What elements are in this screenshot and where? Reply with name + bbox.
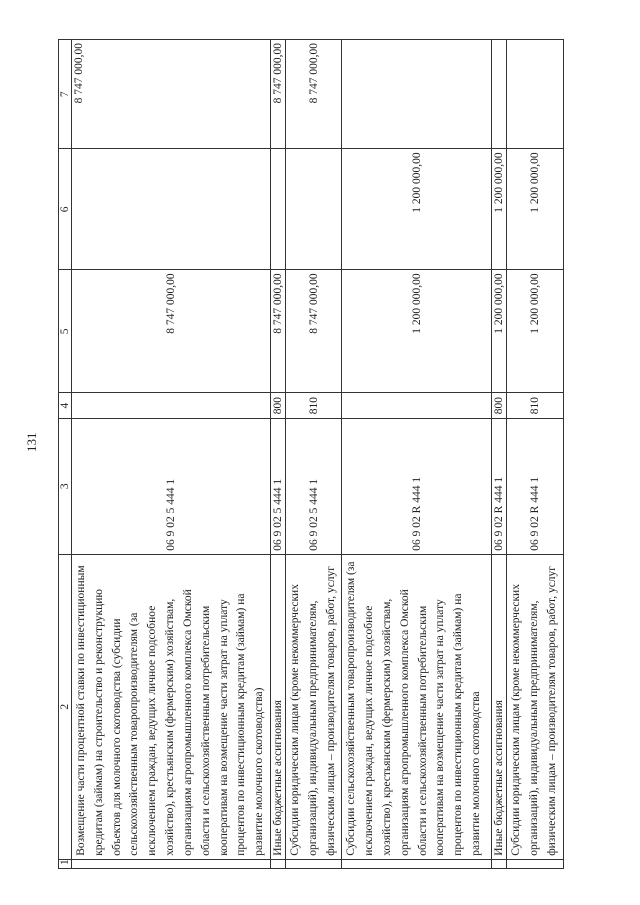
rotated-table-container: [58, 39, 563, 869]
row-4-code: 06 9 02 R 444 1: [342, 418, 492, 554]
header-col-1: 1: [59, 859, 72, 868]
row-2-col-1: [270, 859, 285, 868]
row-2-amount-7: 8 747 000,00: [270, 40, 285, 149]
row-4-description: Субсидии сельскохозяйственным товаропроизводителям (за исключением граждан, ведущих личное подсобное хозяйство), крестьянским (фермерским) хозяйствам, организациям агропромышленного комплекса Омской области и сельскохозяйственным потребительским кооперативам на возмещение части затрат на уплату процентов по инвестиционным кредитам (займам) на развитие молочного скотоводства: [342, 554, 492, 859]
table-row: [342, 40, 492, 869]
row-1-amount-5: 8 747 000,00: [72, 270, 271, 393]
row-1-amount-6: [72, 149, 271, 270]
row-1-amount-7: 8 747 000,00: [72, 40, 271, 149]
budget-table: [58, 39, 564, 869]
row-3-description: Субсидии юридическим лицам (кроме некоммерческих организаций), индивидуальным предпринимателям, физическим лицам – производителям товаров, работ, услуг: [285, 554, 341, 859]
page-number: 131: [24, 432, 39, 452]
row-4-amount-5: 1 200 000,00: [342, 270, 492, 393]
header-col-2: 2: [59, 554, 72, 859]
header-col-3: 3: [59, 418, 72, 554]
row-6-amount-6: 1 200 000,00: [507, 149, 563, 270]
row-1-type: [72, 393, 271, 418]
row-6-amount-7: [507, 40, 563, 149]
row-2-code: 06 9 02 5 444 1: [270, 418, 285, 554]
table-row: [285, 40, 341, 869]
row-6-code: 06 9 02 R 444 1: [507, 418, 563, 554]
table-row: [270, 40, 285, 869]
row-3-amount-7: 8 747 000,00: [285, 40, 341, 149]
row-2-amount-5: 8 747 000,00: [270, 270, 285, 393]
table-row: [507, 40, 563, 869]
row-5-amount-5: 1 200 000,00: [492, 270, 507, 393]
row-3-type: 810: [285, 393, 341, 418]
row-6-type: 810: [507, 393, 563, 418]
row-5-amount-6: 1 200 000,00: [492, 149, 507, 270]
row-5-code: 06 9 02 R 444 1: [492, 418, 507, 554]
header-col-4: 4: [59, 393, 72, 418]
row-6-description: Субсидии юридическим лицам (кроме некоммерческих организаций), индивидуальным предпринимателям, физическим лицам – производителям товаров, работ, услуг: [507, 554, 563, 859]
row-4-amount-7: [342, 40, 492, 149]
table-row: [492, 40, 507, 869]
row-2-type: 800: [270, 393, 285, 418]
row-6-amount-5: 1 200 000,00: [507, 270, 563, 393]
row-3-code: 06 9 02 5 444 1: [285, 418, 341, 554]
row-4-type: [342, 393, 492, 418]
row-3-col-1: [285, 859, 341, 868]
row-5-type: 800: [492, 393, 507, 418]
row-3-amount-6: [285, 149, 341, 270]
table-header-row: [59, 40, 72, 869]
header-col-5: 5: [59, 270, 72, 393]
row-1-code: 06 9 02 5 444 1: [72, 418, 271, 554]
row-5-col-1: [492, 859, 507, 868]
row-2-amount-6: [270, 149, 285, 270]
header-col-6: 6: [59, 149, 72, 270]
row-4-col-1: [342, 859, 492, 868]
row-5-amount-7: [492, 40, 507, 149]
row-2-description: Иные бюджетные ассигнования: [270, 554, 285, 859]
row-5-description: Иные бюджетные ассигнования: [492, 554, 507, 859]
row-1-col-1: [72, 859, 271, 868]
table-row: [72, 40, 271, 869]
row-6-col-1: [507, 859, 563, 868]
row-1-description: Возмещение части процентной ставки по инвестиционным кредитам (займам) на строительство и реконструкцию объектов для молочного скотоводства (субсидии сельскохозяйственным товаропроизводителям (за исключением граждан, ведущих личное подсобное хозяйство), крестьянским (фермерским) хозяйствам, организациям агропромышленного комплекса Омской области и сельскохозяйственным потребительским кооперативам на возмещение части затрат на уплату процентов по инвестиционным кредитам (займам) на развитие молочного скотоводства): [72, 554, 271, 859]
header-col-7: 7: [59, 40, 72, 149]
row-3-amount-5: 8 747 000,00: [285, 270, 341, 393]
row-4-amount-6: 1 200 000,00: [342, 149, 492, 270]
